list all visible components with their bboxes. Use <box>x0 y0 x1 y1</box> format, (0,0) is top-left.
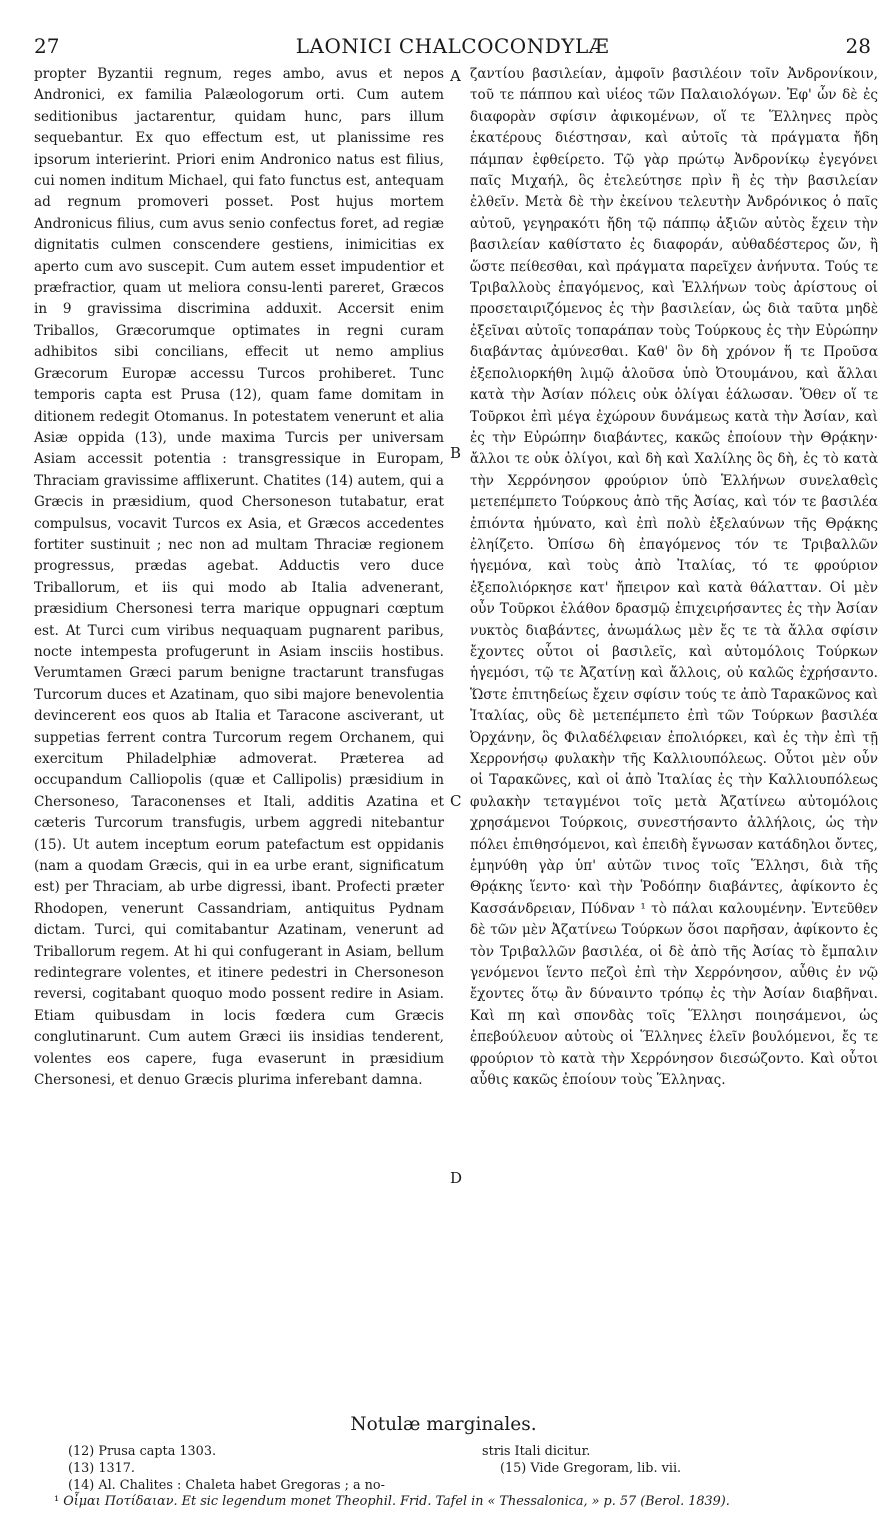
marginal-note-15: (15) Vide Gregoram, lib. vii. <box>500 1461 682 1476</box>
greek-paragraph: ζαντίου βασιλείαν, ἀμφοῖν βασιλέοιν τοῖν Ἀνδρονίκοιν, τοῦ τε πάππου καὶ υἱέος τῶν Παλαιολόγων. Ἐφ' ὧν δὲ ἐς διαφορὰν σφίσιν ἀφικομένων, οἵ τε Ἕλληνες πρὸς ἑκατέρους διέστησαν, καὶ αὐτοῖς τὰ πράγματα ἤδη πάμπαν ἐφθείρετο. Τῷ γὰρ πρώτῳ Ἀνδρονίκῳ ἐγεγόνει παῖς Μιχαήλ, ὃς ἐτελεύτησε πρὶν ἢ ἐς τὴν βασιλείαν ἐλθεῖν. Μετὰ δὲ τὴν ἐκείνου τελευτὴν Ἀνδρόνικος ὁ παῖς αὐτοῦ, γεγηρακότι ἤδη τῷ πάππῳ ἀξιῶν αὐτὸς ἔχειν τὴν βασιλείαν καθίστατο ἐς διαφοράν, αὐθαδέστερος ὤν, ἢ ὥστε πείθεσθαι, καὶ πράγματα παρεῖχεν ἀνήνυτα. Τούς τε Τριβαλλοὺς ἐπαγόμενος, καὶ Ἑλλήνων τοὺς ἀρίστους οἱ προσεταιριζόμενος ἐς τὴν βασιλείαν, ὡς διὰ ταῦτα μηδὲ ἐξεῖναι αὐτοῖς τοπαράπαν τοὺς Τούρκους ἐς τὴν Εὐρώπην διαβάντας ἀμύνεσθαι. Καθ' ὃν δὴ χρόνον ἥ τε Προῦσα ἐξεπολιορκήθη λιμῷ ἁλοῦσα ὑπὸ Ὀτουμάνου, καὶ ἄλλαι κατὰ τὴν Ἀσίαν πόλεις οὐκ ὀλίγαι ἑάλωσαν. Ὅθεν οἵ τε Τοῦρκοι ἐπὶ μέγα ἐχώρουν δυνάμεως κατὰ τὴν Ἀσίαν, καὶ ἐς τὴν Εὐρώπην διαβάντες, κακῶς ἐποίουν τὴν Θρᾴκην· ἄλλοι τε οὐκ ὀλίγοι, καὶ δὴ καὶ Χαλίλης ὃς δὴ, ἐς τὸ κατὰ τὴν Χερρόνησον φρούριον ὑπὸ Ἑλλήνων συνελαθεὶς μετεπέμπετο Τούρκους ἀπὸ τῆς Ἀσίας, καὶ τόν τε βασιλέα ἐπιόντα ἠμύνατο, καὶ ἐπὶ πολὺ ἐξελαύνων τῆς Θρᾴκης ἐληίζετο. Ὀπίσω δὴ ἐπαγόμενος τόν τε Τριβαλλῶν ἡγεμόνα, καὶ τοὺς ἀπὸ Ἰταλίας, τό τε φρούριον ἐξεπολιόρκησε κατ' ἤπειρον καὶ κατὰ θάλατταν. Οἱ μὲν οὖν Τοῦρκοι ἐλάθον δρασμῷ ἐπιχειρήσαντες ἐς τὴν Ἀσίαν νυκτὸς διαβάντες, ἀνωμάλως μὲν ἔς τε τὰ ἄλλα σφίσιν ἔχοντες οὗτοι οἱ βασιλεῖς, καὶ αὐτομόλοις Τούρκων ἡγεμόσι, τῷ τε Ἀζατίνῃ καὶ ἄλλοις, οὐ καλῶς ἐχρήσαντο. Ὥστε ἐπιτηδείως ἔχειν σφίσιν τούς τε ἀπὸ Ταρακῶνος καὶ Ἰταλίας, οὓς δὲ μετεπέμπετο ἐπὶ τῶν Τούρκων βασιλέα Ὀρχάνην, ὃς Φιλαδέλφειαν ἐπολιόρκει, καὶ ἐς τὴν ἐπὶ τῇ Χερρονήσῳ φυλακὴν τῆς Καλλιουπόλεως. Οὗτοι μὲν οὖν οἱ Ταρακῶνες, καὶ οἱ ἀπὸ Ἰταλίας ἐς τὴν Καλλιουπόλεως φυλακὴν τεταγμένοι τοῖς μετὰ Ἀζατίνεω αὐτομόλοις χρησάμενοι Τούρκοις, συνεστήσαντο ἀλλήλοις, ὡς τὴν πόλει ἐπιθησόμενοι, καὶ ἐπειδὴ ἔγνωσαν κατάδηλοι ὄντες, ἐμηνύθη γὰρ ὑπ' αὐτῶν τινος τοῖς Ἕλλησι, διὰ τῆς Θρᾴκης ἵεντο· καὶ τὴν Ῥοδόπην διαβάντες, ἀφίκοντο ἐς Κασσάνδρειαν, Πύδναν ¹ τὸ πάλαι καλουμένην. Ἐντεῦθεν δὲ τῶν μὲν Ἀζατίνεω Τούρκων ὅσοι παρῆσαν, ἀφίκοντο ἐς τὸν Τριβαλλῶν βασιλέα, οἱ δὲ ἀπὸ τῆς Ἀσίας τὸ ἔμπαλιν γενόμενοι ἵεντο πεζοὶ ἐπὶ τὴν Χερρόνησον, αὖθις ἐν νῷ ἔχοντες ὅτῳ ἂν δύναιντο τρόπῳ ἐς τὴν Ἀσίαν διαβῆναι. Καὶ πη καὶ σπονδὰς τοῖς Ἕλλησι ποιησάμενοι, ὡς ἐπεβούλευον αὐτοὺς οἱ Ἕλληνες ἑλεῖν βουλόμενοι, ἔς τε φρούριον τὸ κατὰ τὴν Χερρόνησον διεσώζοντο. Καὶ οὗτοι αὖθις κακῶς ἐποίουν τοὺς Ἕλληνας. <box>470 66 878 1089</box>
latin-column <box>34 64 444 1092</box>
marginal-note-14-continued: stris Itali dicitur. <box>482 1444 591 1459</box>
running-title: LAONICI CHALCOCONDYLÆ <box>295 34 610 58</box>
section-marker-a: A <box>450 67 461 85</box>
section-marker-c: C <box>450 792 462 810</box>
notulae-heading: Notulæ marginales. <box>350 1414 537 1435</box>
footnote <box>54 1493 878 1510</box>
footnote-text: Οἶμαι Ποτίδαιαν. Et sic legendum monet Theophil. Frid. Tafel in « Thessalonica, » p. 57 (Berol. 1839). <box>63 1494 730 1509</box>
latin-paragraph: propter Byzantii regnum, reges ambo, avus et nepos Andronici, ex familia Palæologorum orti. Cum autem seditionibus jactarentur, quidam hunc, pars illum sequebantur. Ex quo effectum est, ut planissime res ipsorum interierint. Priori enim Andronico natus est filius, cui nomen inditum Michael, qui fato functus est, antequam ad regnum promoveri posset. Post hujus mortem Andronicus filius, cum avus senio confectus foret, ad regiæ dignitatis culmen conscendere gestiens, inimicitias ex aperto cum avo suscepit. Cum autem esset impudentior et præfractior, quam ut meliora consu-lenti pareret, Græcos in 9 gravissima discrimina adduxit. Accersit enim Triballos, Græcorumque optimates in regni curam adhibitos sibi concilians, effecit ut nemo amplius Græcorum Europæ accessu Turcos prohiberet. Tunc temporis capta est Prusa (12), quam fame domitam in ditionem redegit Otomanus. In potestatem venerunt et alia Asiæ oppida (13), unde maxima Turcis per universam Asiam accessit potentia : transgressique in Europam, Thraciam gravissime afflixerunt. Chatites (14) autem, qui a Græcis in præsidium, quod Chersoneson tutabatur, erat compulsus, vocavit Turcos ex Asia, et Græcos accedentes fortiter sustinuit ; nec non ad multam Thraciæ regionem progressus, prædas agebat. Adductis vero duce Triballorum, et iis qui modo ab Italia advenerant, præsidium Chersonesi terra marique oppugnari cœptum est. At Turci cum viribus nequaquam pugnarent paribus, nocte intempesta profugerunt in Asiam insciis hostibus. Verumtamen Græci parum benigne tractarunt transfugas Turcorum duces et Azatinam, quo sibi majore benevolentia devincerent eos quos ab Italia et Taracone asciverant, ut suppetias ferrent contra Turcorum regem Orchanem, qui exercitum Philadelphiæ admoverat. Præterea ad occupandum Calliopolis (quæ et Callipolis) præsidium in Chersoneso, Taraconenses et Itali, additis Azatina et cæteris Turcorum transfugis, urbem aggredi nitebantur (15). Ut autem inceptum eorum patefactum est oppidanis (nam a quodam Græcis, qui in ea urbe erant, significatum est) per Thraciam, ab urbe digressi, ibant. Profecti præter Rhodopen, venerunt Cassandriam, antiquitus Pydnam dictam. Turci, qui comitabantur Azatinam, venerunt ad Triballorum regem. At hi qui confugerant in Asiam, bellum redintegrare volentes, et itinere pedestri in Chersoneson reversi, cogitabant quoquo modo possent redire in Asiam. Etiam quibusdam in locis fœdera cum Græcis conglutinarunt. Cum autem Græci iis insidias tenderent, volentes eos capere, fuga evaserunt in præsidium Chersonesi, et denuo Græcis plurima inferebant damna. <box>34 66 444 1089</box>
marginal-note-12: (12) Prusa capta 1303. <box>68 1444 217 1459</box>
running-header <box>34 34 871 60</box>
section-marker-d: D <box>450 1169 463 1187</box>
footnote-mark: ¹ <box>54 1494 60 1509</box>
page-number-left: 27 <box>34 34 60 58</box>
marginal-note-14: (14) Al. Chalites : Chaleta habet Gregoras ; a no- <box>68 1478 385 1493</box>
section-marker-b: B <box>450 444 462 462</box>
page-number-right: 28 <box>845 34 871 58</box>
greek-column <box>470 64 878 1092</box>
marginal-note-13: (13) 1317. <box>68 1461 135 1476</box>
